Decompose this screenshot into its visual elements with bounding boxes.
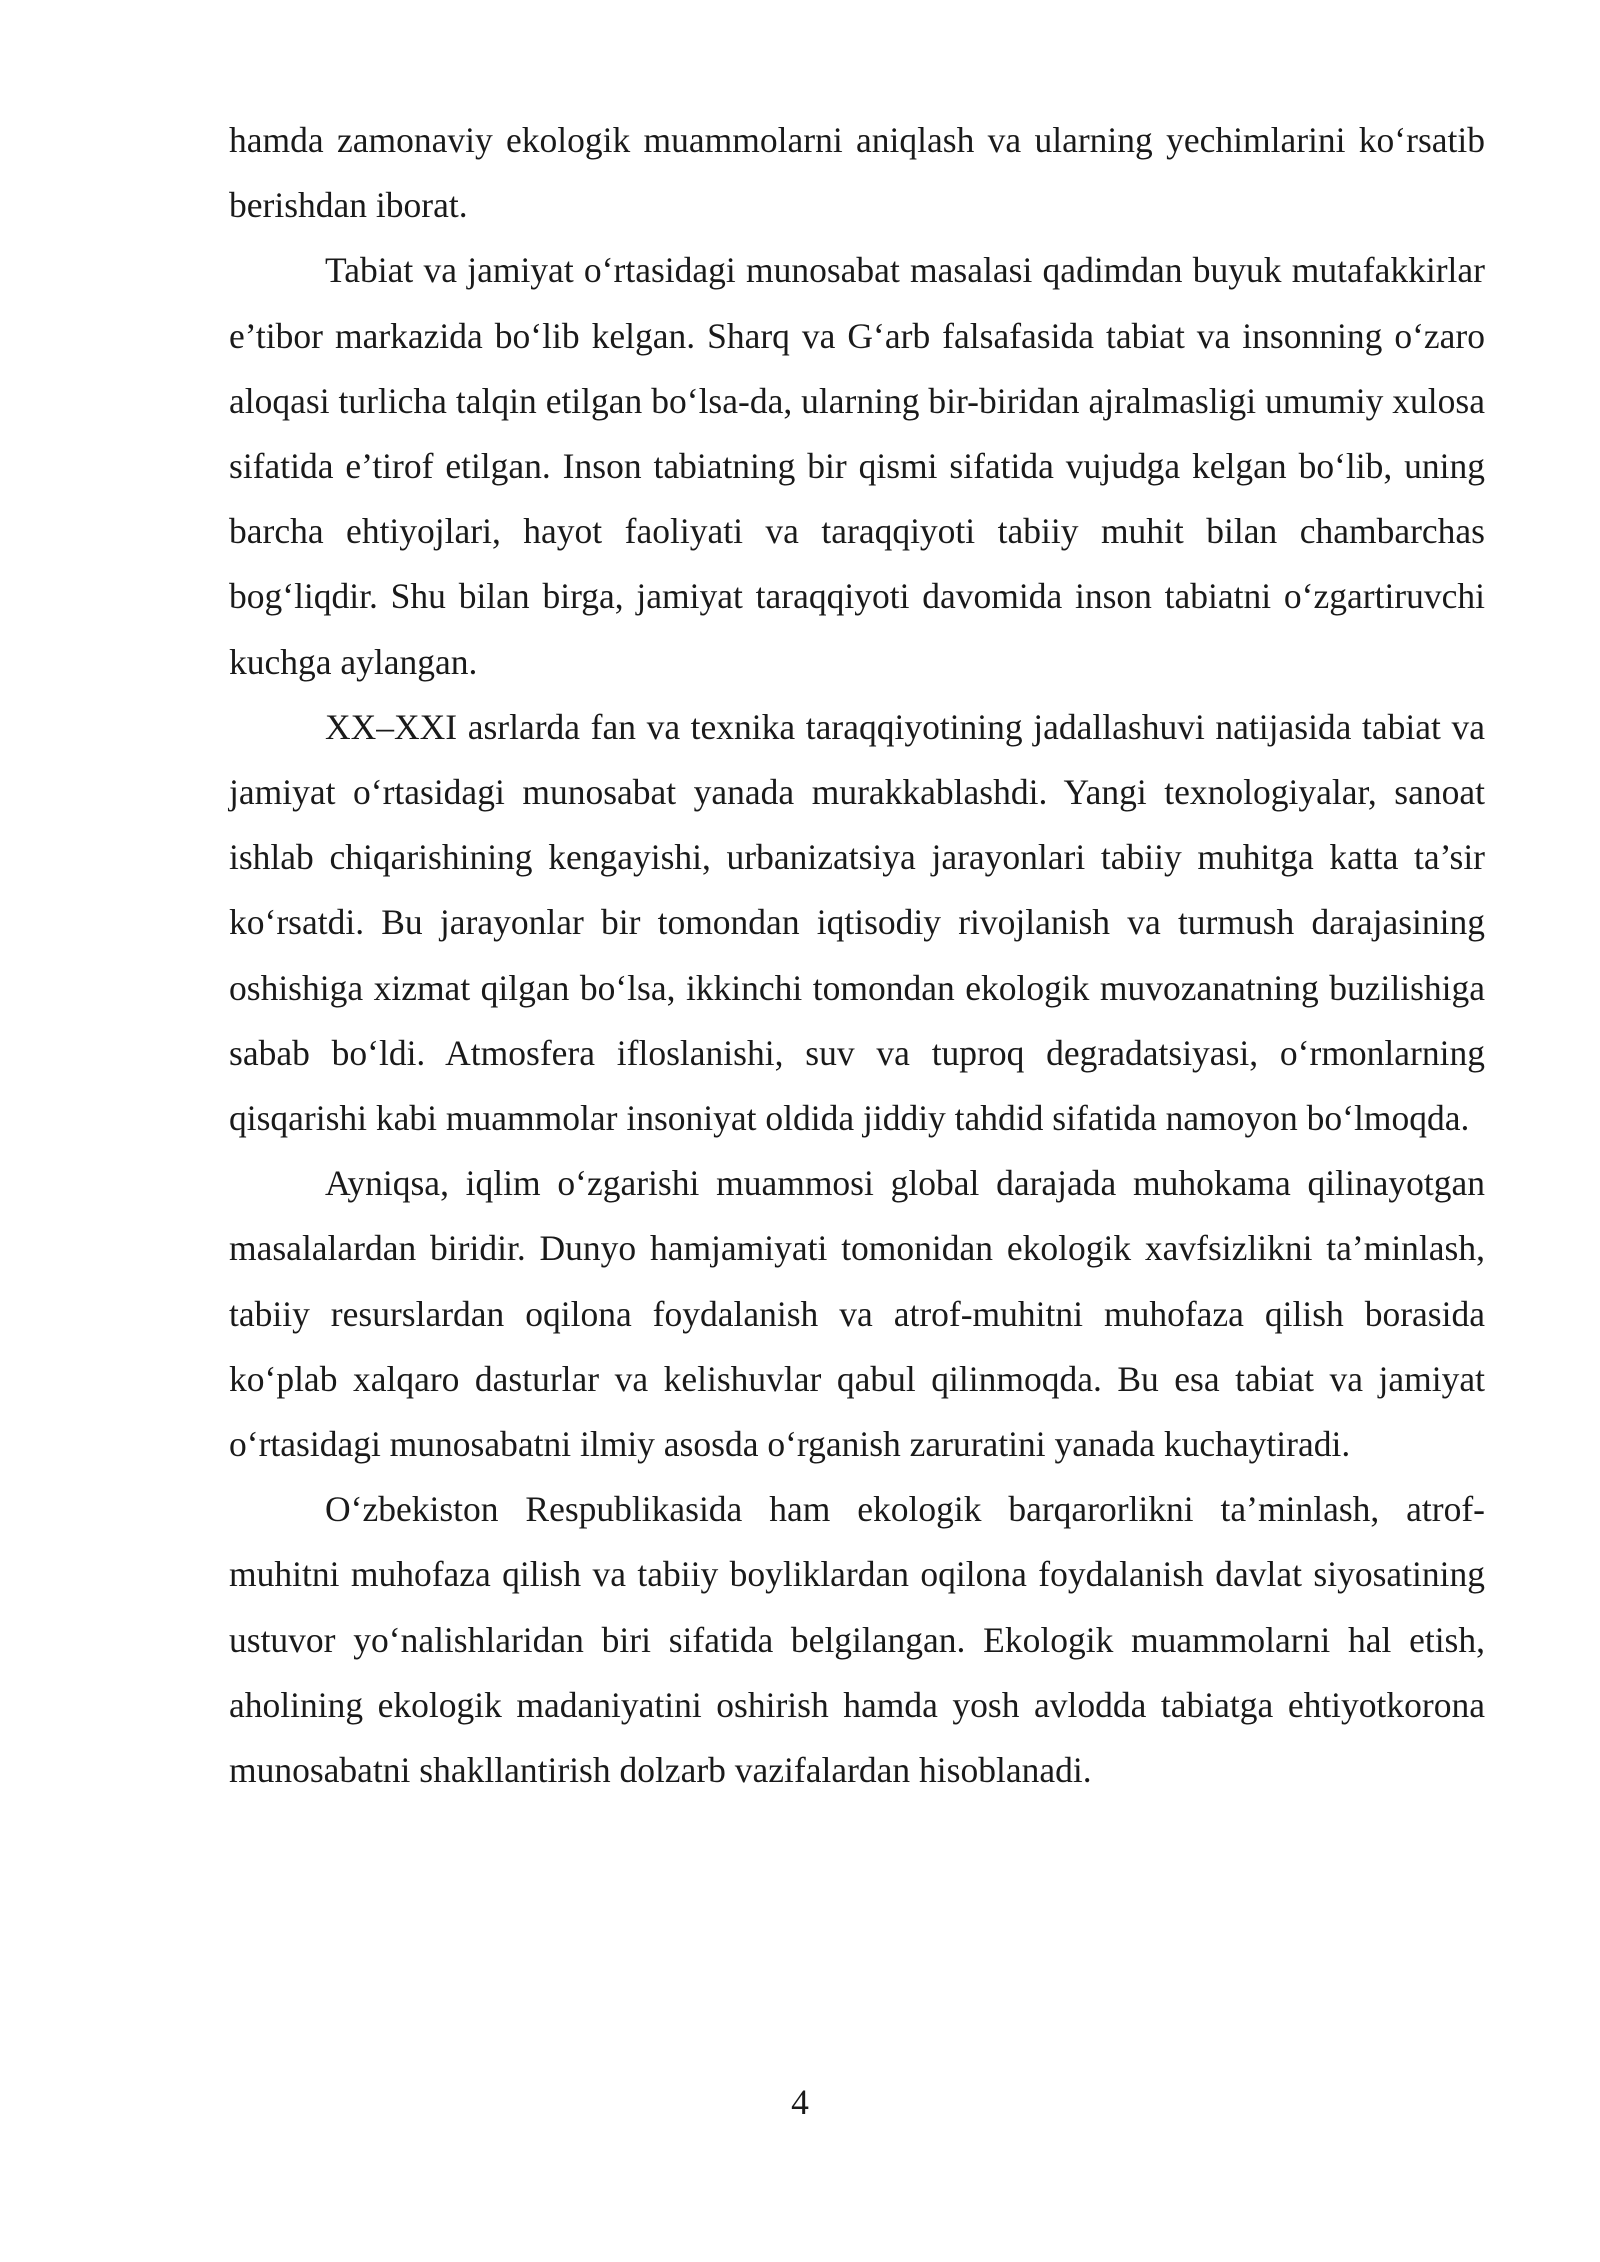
paragraph-continuation: hamda zamonaviy ekologik muammolarni aniqlash va ularning yechimlarini ko‘rsatib berishdan iborat. — [229, 120, 1485, 226]
paragraph-uzbekistan-policy: O‘zbekiston Respublikasida ham ekologik barqarorlikni ta’minlash, atrof-muhitni muhofaza qilish va tabiiy boyliklardan oqilona foydalanish davlat siyosatining ustuvor yo‘nalishlaridan biri sifatida belgilangan. Ekologik muammolarni hal etish, aholining ekologik madaniyatini oshirish hamda yosh avlodda tabiatga ehtiyotkorona munosabatni shakllantirish dolzarb vazifalardan hisoblanadi. — [229, 1489, 1485, 1791]
paragraph-climate-change: Ayniqsa, iqlim o‘zgarishi muammosi global darajada muhokama qilinayotgan masalalardan biridir. Dunyo hamjamiyati tomonidan ekologik xavfsizlikni ta’minlash, tabiiy resurslardan oqilona foydalanish va atrof-muhitni muhofaza qilish borasida ko‘plab xalqaro dasturlar va kelishuvlar qabul qilinmoqda. Bu esa tabiat va jamiyat o‘rtasidagi munosabatni ilmiy asosda o‘rganish zaruratini yanada kuchaytiradi. — [229, 1163, 1485, 1465]
paragraph-20th-21st-centuries: XX–XXI asrlarda fan va texnika taraqqiyotining jadallashuvi natijasida tabiat va jamiyat o‘rtasidagi munosabat yanada murakkablashdi. Yangi texnologiyalar, sanoat ishlab chiqarishining kengayishi, urbanizatsiya jarayonlari tabiiy muhitga katta ta’sir ko‘rsatdi. Bu jarayonlar bir tomondan iqtisodiy rivojlanish va turmush darajasining oshishiga xizmat qilgan bo‘lsa, ikkinchi tomondan ekologik muvozanatning buzilishiga sabab bo‘ldi. Atmosfera ifloslanishi, suv va tuproq degradatsiyasi, o‘rmonlarning qisqarishi kabi muammolar insoniyat oldida jiddiy tahdid sifatida namoyon bo‘lmoqda. — [229, 706, 1485, 1139]
body-text — [229, 108, 1485, 1803]
paragraph-nature-society-relations: Tabiat va jamiyat o‘rtasidagi munosabat masalasi qadimdan buyuk mutafakkirlar e’tibor markazida bo‘lib kelgan. Sharq va G‘arb falsafasida tabiat va insonning o‘zaro aloqasi turlicha talqin etilgan bo‘lsa-da, ularning bir-biridan ajralmasligi umumiy xulosa sifatida e’tirof etilgan. Inson tabiatning bir qismi sifatida vujudga kelgan bo‘lib, uning barcha ehtiyojlari, hayot faoliyati va taraqqiyoti tabiiy muhit bilan chambarchas bog‘liqdir. Shu bilan birga, jamiyat taraqqiyoti davomida inson tabiatni o‘zgartiruvchi kuchga aylangan. — [229, 250, 1485, 682]
page-number: 4 — [791, 2082, 809, 2122]
